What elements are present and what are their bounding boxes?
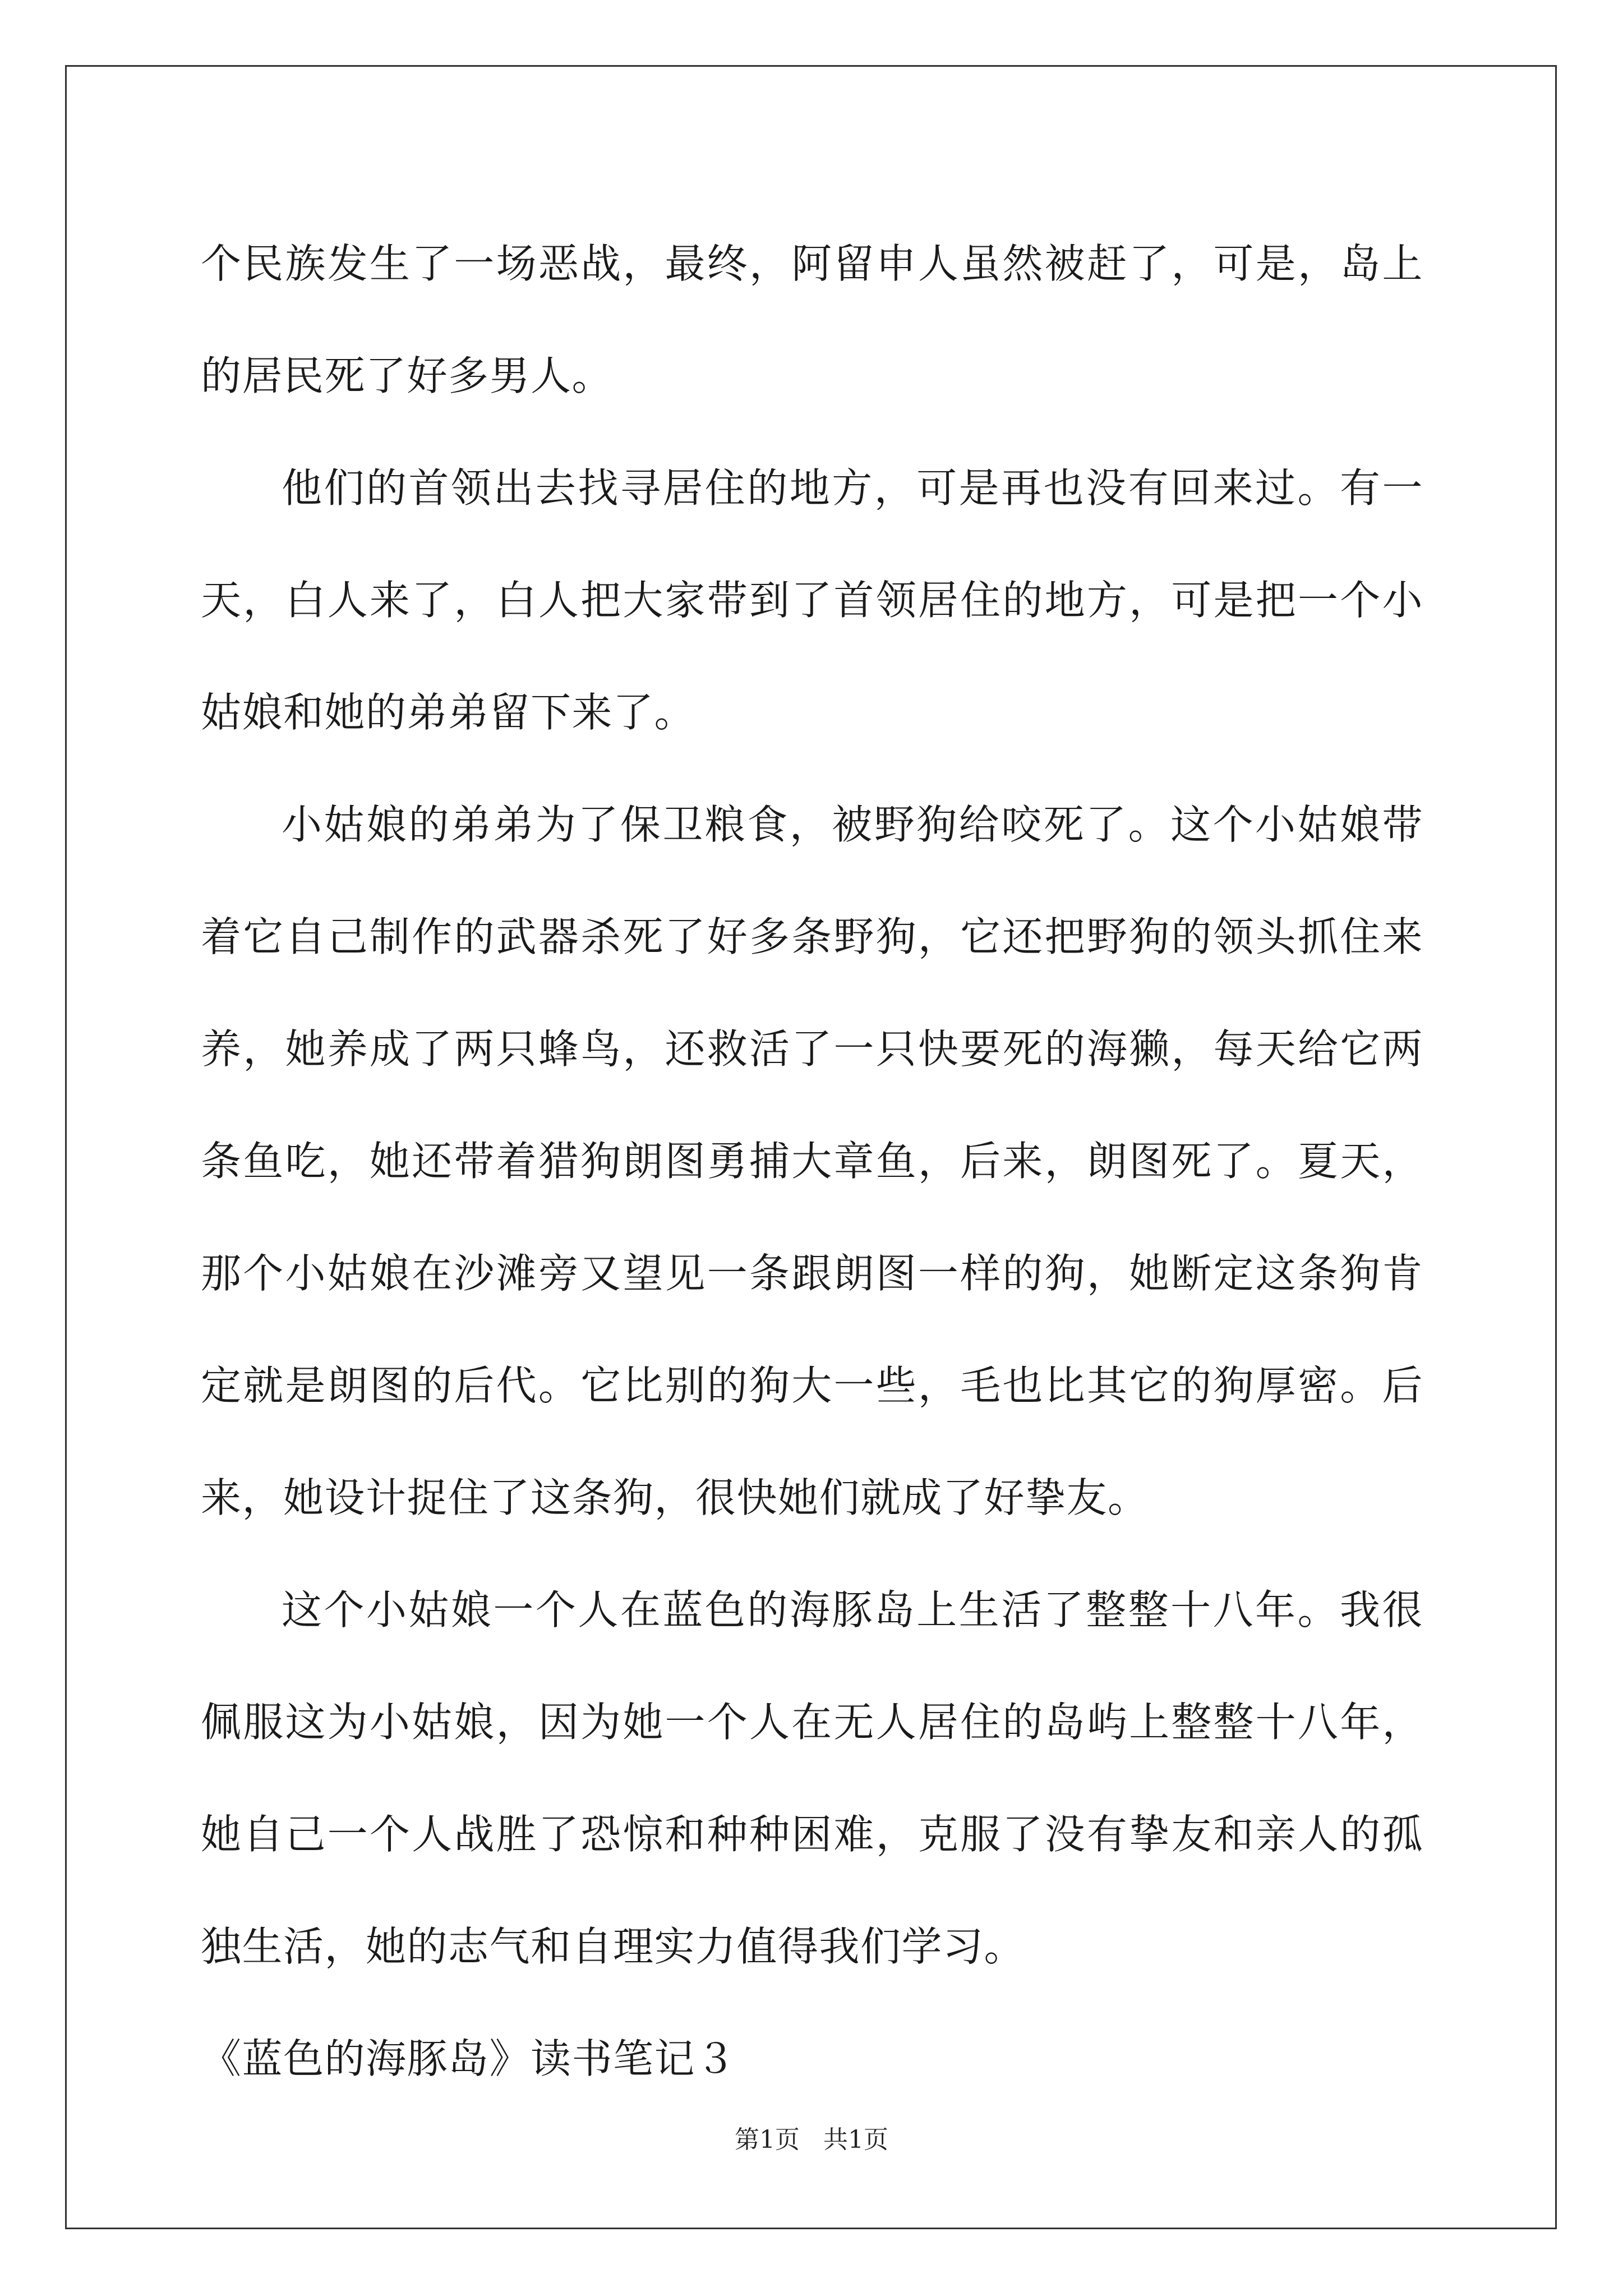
document-body	[201, 208, 1423, 2115]
page-footer	[0, 2123, 1623, 2157]
paragraph-1: 个民族发生了一场恶战，最终，阿留申人虽然被赶了，可是，岛上的居民死了好多男人。	[201, 240, 1423, 399]
paragraph-2: 他们的首领出去找寻居住的地方，可是再也没有回来过。有一天，白人来了，白人把大家带到了首领居住的地方，可是把一个小姑娘和她的弟弟留下来了。	[201, 464, 1423, 736]
page-total: 共1页	[823, 2125, 888, 2154]
paragraph-3: 小姑娘的弟弟为了保卫粮食，被野狗给咬死了。这个小姑娘带着它自己制作的武器杀死了好多条野狗，它还把野狗的领头抓住来养，她养成了两只蜂鸟，还救活了一只快要死的海獭，每天给它两条鱼吃，她还带着猎狗朗图勇捕大章鱼，后来，朗图死了。夏天，那个小姑娘在沙滩旁又望见一条跟朗图一样的狗，她断定这条狗肯定就是朗图的后代。它比别的狗大一些，毛也比其它的狗厚密。后来，她设计捉住了这条狗，很快她们就成了好挚友。	[201, 801, 1423, 1521]
footer-separator	[800, 2125, 823, 2154]
section-heading: 《蓝色的海豚岛》读书笔记３	[201, 2035, 737, 2082]
page-number: 第1页	[735, 2125, 800, 2154]
paragraph-4: 这个小姑娘一个人在蓝色的海豚岛上生活了整整十八年。我很佩服这为小姑娘，因为她一个人在无人居住的岛屿上整整十八年，她自己一个人战胜了恐惊和种种困难，克服了没有挚友和亲人的孤独生活，她的志气和自理实力值得我们学习。	[201, 1586, 1423, 1970]
